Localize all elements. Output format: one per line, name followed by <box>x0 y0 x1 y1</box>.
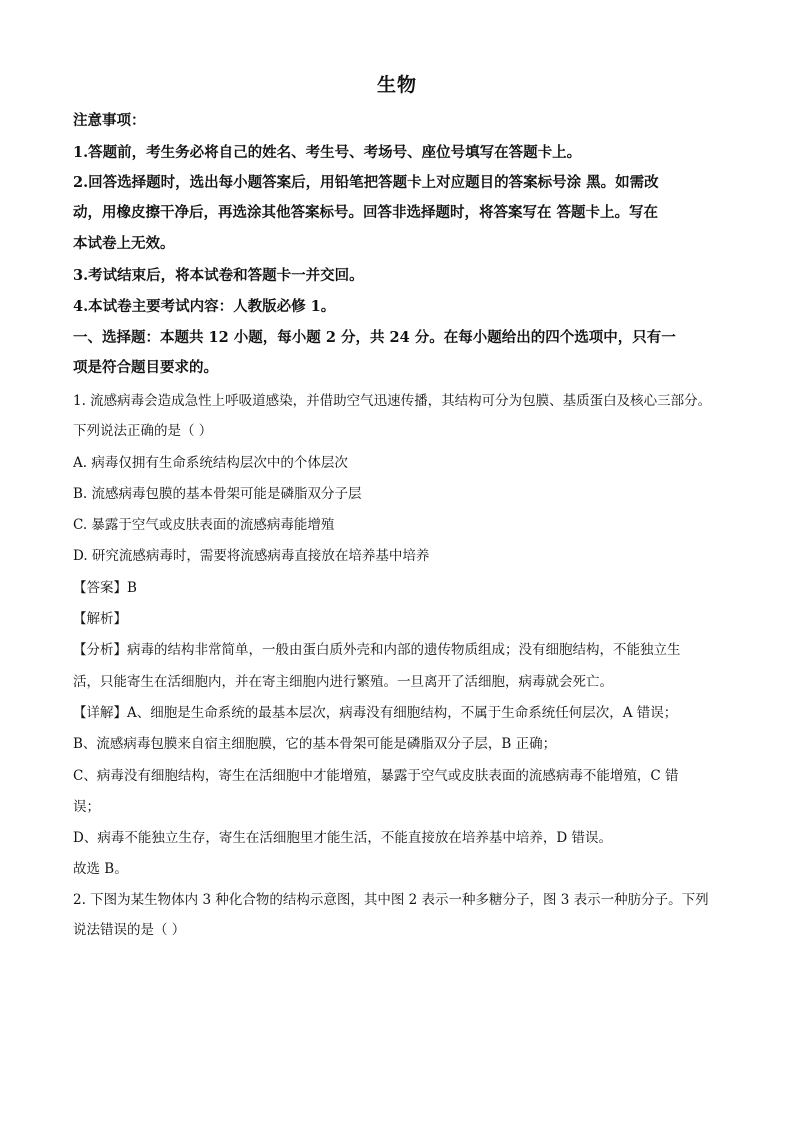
option-b: B. 流感病毒包膜的基本骨架可能是磷脂双分子层 <box>73 486 362 502</box>
question-1-stem-cont: 下列说法正确的是（ ） <box>73 423 213 439</box>
section-heading: 一、选择题：本题共 12 小题，每小题 2 分，共 24 分。在每小题给出的四个选项中，只有一 <box>73 329 676 346</box>
detail-line: 故选 B。 <box>73 861 128 877</box>
option-d: D. 研究流感病毒时，需要将流感病毒直接放在培养基中培养 <box>73 548 430 564</box>
analysis-fenxi: 【分析】病毒的结构非常简单，一般由蛋白质外壳和内部的遗传物质组成；没有细胞结构，不能独立生 <box>73 642 681 658</box>
notice-item: 3.考试结束后，将本试卷和答题卡一并交回。 <box>73 267 364 284</box>
analysis-label: 【解析】 <box>73 611 127 627</box>
section-heading-cont: 项是符合题目要求的。 <box>73 359 218 376</box>
notice-item: 4.本试卷主要考试内容：人教版必修 1。 <box>73 298 336 315</box>
option-c: C. 暴露于空气或皮肤表面的流感病毒能增殖 <box>73 517 335 533</box>
detail-line: D、病毒不能独立生存，寄生在活细胞里才能生活，不能直接放在培养基中培养，D 错误。 <box>73 830 612 846</box>
detail-line: C、病毒没有细胞结构，寄生在活细胞中才能增殖，暴露于空气或皮肤表面的流感病毒不能增殖，C 错 <box>73 768 679 784</box>
notice-heading: 注意事项： <box>73 112 146 129</box>
answer: 【答案】B <box>73 580 137 596</box>
detail-line: B、流感病毒包膜来自宿主细胞膜，它的基本骨架可能是磷脂双分子层，B 正确； <box>73 736 557 752</box>
notice-item: 1.答题前，考生务必将自己的姓名、考生号、考场号、座位号填写在答题卡上。 <box>73 144 582 161</box>
question-1-stem: 1. 流感病毒会造成急性上呼吸道感染，并借助空气迅速传播，其结构可分为包膜、基质蛋白及核心三部分。 <box>73 393 712 409</box>
page-title: 生物 <box>376 74 417 96</box>
analysis-fenxi-cont: 活，只能寄生在活细胞内，并在寄主细胞内进行繁殖。一旦离开了活细胞，病毒就会死亡。 <box>73 674 613 690</box>
notice-item: 动，用橡皮擦干净后，再选涂其他答案标号。回答非选择题时，将答案写在 答题卡上。写在 <box>73 204 659 221</box>
notice-item: 本试卷上无效。 <box>73 235 175 252</box>
question-2-stem-cont: 说法错误的是（ ） <box>73 922 186 938</box>
option-a: A. 病毒仅拥有生命系统结构层次中的个体层次 <box>73 455 348 471</box>
notice-item: 2.回答选择题时，选出每小题答案后，用铅笔把答题卡上对应题目的答案标号涂 黑。如需改 <box>73 174 659 191</box>
question-2-stem: 2. 下图为某生物体内 3 种化合物的结构示意图，其中图 2 表示一种多糖分子，图 3 表示一种肪分子。下列 <box>73 892 709 908</box>
detail-line: 【详解】A、细胞是生命系统的最基本层次，病毒没有细胞结构，不属于生命系统任何层次，A 错误； <box>73 705 678 721</box>
detail-line: 误； <box>73 799 100 815</box>
